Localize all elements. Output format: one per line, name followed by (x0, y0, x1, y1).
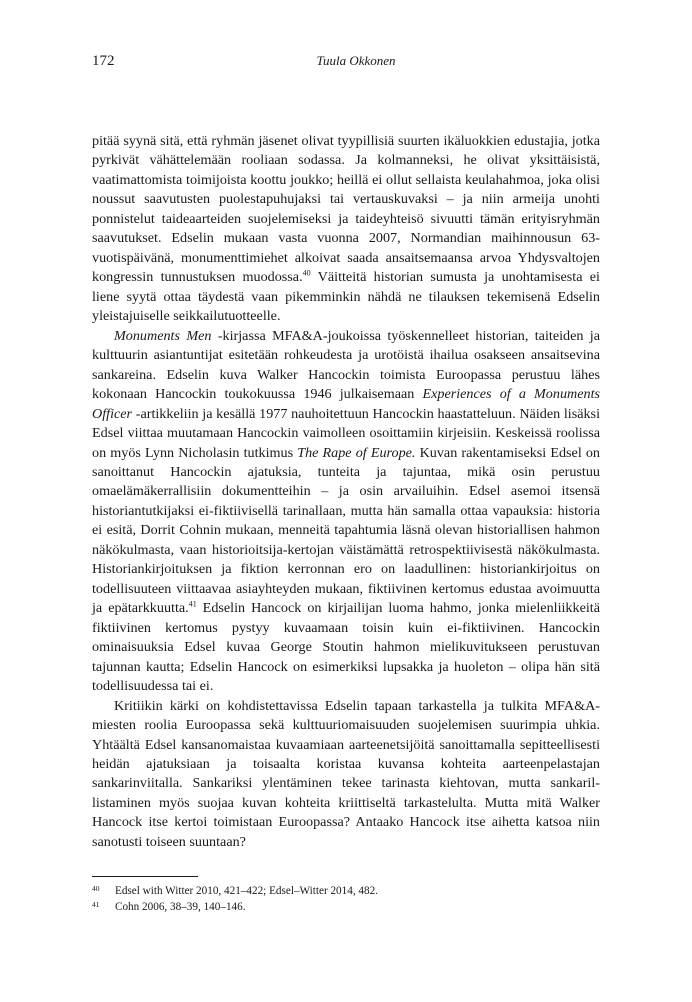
footnote-text: Edsel with Witter 2010, 421–422; Edsel–Witter 2014, 482. (115, 885, 379, 897)
text-run: Kritiikin kärki on kohdistettavissa Edselin tapaan tarkastella ja tulkita MFA&A-miesten roolia Euroopassa sekä kulttuuriomaisuuden suojelemisen suurimpia uhkia. Yhtäältä Edsel kansanomaistaa kuvaamiaan aarteenetsijöitä sanoittamalla sepitteellisesti heidän ajatuksiaan ja toisaalta koristaa kuvansa kohteita aarteenpelastajan sankarinviitalla. Sankariksi ylentäminen tekee tarinasta kiehtovan, mutta sankarillistaminen myös suojaa kuvan kohteita kriittiseltä tarkastelulta. Mutta mitä Walker Hancock itse kertoi toimistaan Euroopassa? Antaako Hancock itse aihetta katsoa niin sanotusti toiseen suuntaan? (92, 697, 600, 850)
footnote-number: 41 (92, 900, 100, 909)
page-number: 172 (92, 53, 115, 69)
footnote-number: 40 (92, 884, 100, 893)
running-head: Tuula Okkonen (316, 53, 396, 68)
italic-title: Monuments Men (114, 327, 212, 344)
footnotes (92, 883, 600, 915)
text-run: Edselin Hancock on kirjailijan luoma hahmo, jonka mielenliikkeitä fiktiivinen kertomus pystyy kuvaamaan toisin kuin ei-fiktiivinen. Hancockin ominaisuuksia Edsel kuvaa George Stoutin hahmon mielikuvitukseen perustuvan tajunnan kautta; Edselin Hancock on esimerkiksi lupsakka ja huoleton – olipa hän sitä todellisuudessa tai ei. (92, 600, 600, 695)
text-run: Väitteitä historian sumusta ja unohtamisesta ei liene syytä ottaa täydestä vaan pikemminkin nähdä ne tilauksen tekemisenä Edselin yleistajuiselle seikkailutuotteelle. (92, 269, 600, 325)
italic-title: The Rape of Europe. (297, 444, 416, 461)
text-run: pitää syynä sitä, että ryhmän jäsenet olivat tyypillisiä suurten ikäluokkien edustajia, jotka pyrkivät vähättelemään rooliaan sodassa. Ja kolmanneksi, he olivat yksittäisistä, vaatimattomista toimijoista koottu joukko; heillä ei ollut sellaista keulahahmoa, joka olisi noussut saavutusten puolestapuhujaksi tai vertauskuvaksi – ja niin armeija unohti ponnistelut taideaarteiden suojelemiseksi ja taideyhteisö sivuutti tämän erityisryhmän saavutukset. Edselin mukaan vasta vuonna 2007, Normandian maihinnousun 63-vuotispäivänä, monumenttimiehet alkoivat saada ansaitsemaansa arvoa Yhdysvaltojen kongressin tunnustuksen muodossa. (92, 133, 600, 286)
footnote-reference: 40 (302, 268, 311, 278)
text-run: -kirjassa MFA&A-joukoissa työskennelleet historian, taiteiden ja kulttuurin asiantuntijat esitetään rohkeudesta ja urotöistä ihailua osakseen ansaitsevina sankareina. Edselin kuva Walker Hancockin toimista Euroopassa perustuu lähes kokonaan Hancockin toukokuussa 1946 julkaisemaan (92, 327, 600, 403)
page-header (92, 53, 600, 73)
footnote (92, 883, 600, 899)
text-run: -artikkeliin ja kesällä 1977 nauhoitettuun Hancockin haastatteluun. Näiden lisäksi Edsel viittaa muutamaan Hancockin vaimolleen osoittamiin kirjeisiin. Keskeissä roolissa on myös Lynn Nicholasin tutkimus (92, 405, 600, 461)
footnote-text: Cohn 2006, 38–39, 140–146. (115, 901, 246, 913)
italic-title: Experiences of a Monuments Officer (92, 386, 600, 422)
footnote (92, 899, 600, 915)
paragraph (92, 327, 600, 697)
text-run: Kuvan rakentamiseksi Edsel on sanoittanut Hancockin ajatuksia, tunteita ja tajuntaa, mikä osin perustuu omaelämäkerrallisiin dokumentteihin – ja osin arvailuihin. Edsel asemoi itsensä historiantutkijaksi ei-fiktiivisellä tarinallaan, mutta hän samalla ottaa vapauksia: historia ei esitä, Dorrit Cohnin mukaan, menneitä tapahtumia läsnä olevan historiallisen hahmon näkökulmasta, vaan historioitsija-kertojan väistämättä retrospektiivisestä näkökulmasta. Historiankirjoituksen ja fiktion kerronnan ero on laadullinen: historiankirjoitus on todellisuuteen viittaavaa asiayhteyden mukaan, fiktiivinen kertomus edustaa avoimuutta ja epätarkkuutta. (92, 444, 601, 617)
footnote-rule (92, 876, 198, 877)
paragraph (92, 132, 600, 327)
footnote-reference: 41 (188, 599, 197, 609)
paragraph (92, 697, 600, 853)
body-text (92, 132, 600, 852)
